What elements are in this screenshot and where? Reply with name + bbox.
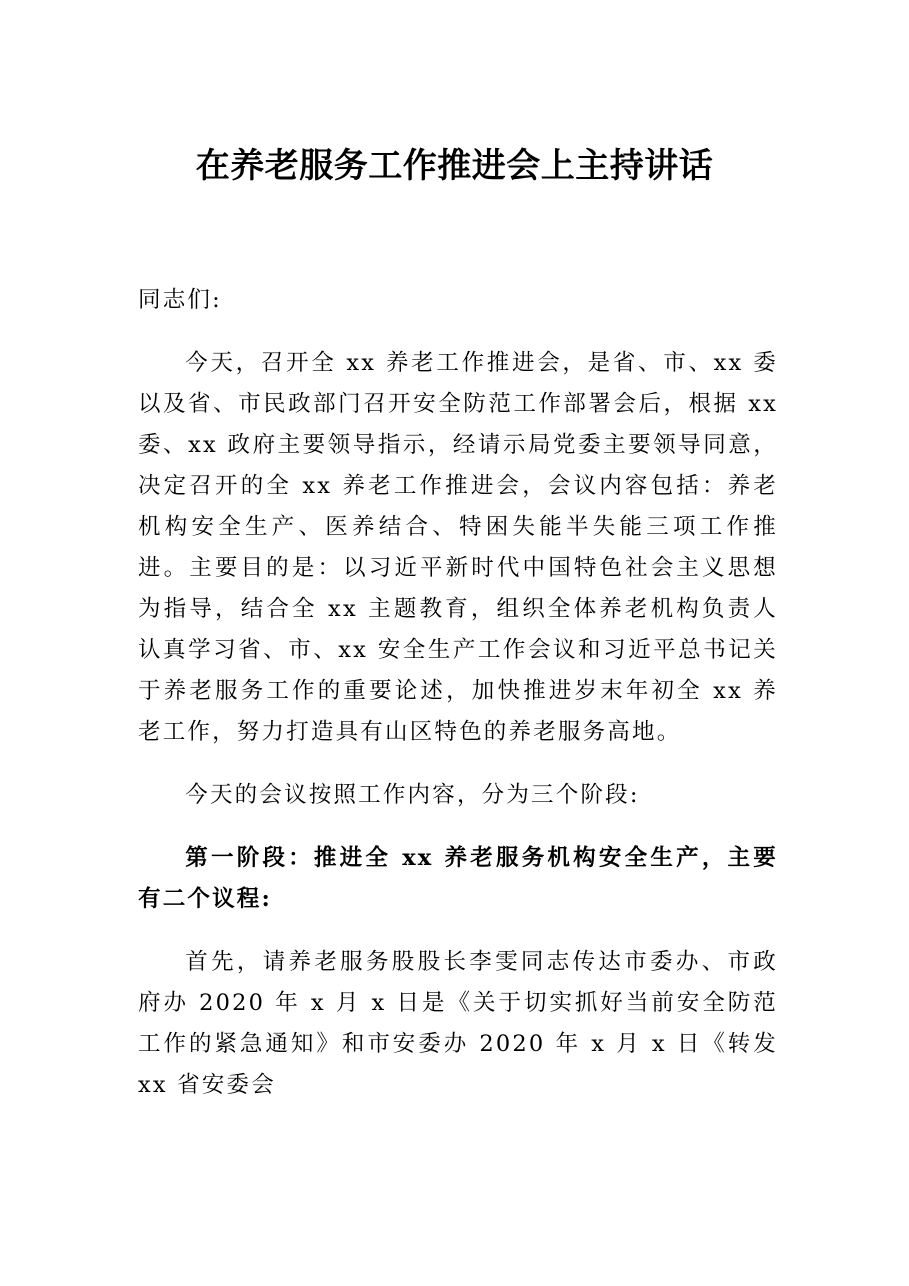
paragraph-intro: 今天，召开全 xx 养老工作推进会，是省、市、xx 委以及省、市民政部门召开安全防范工作部署会后，根据 xx 委、xx 政府主要领导指示，经请示局党委主要领导同意，决定召开的全 xx 养老工作推进会，会议内容包括：养老机构安全生产、医养结合、特困失能半失能三项工作推进。主要目的是：以习近平新时代中国特色社会主义思想为指导，结合全 xx 主题教育，组织全体养老机构负责人认真学习省、市、xx 安全生产工作会议和习近平总书记关于养老服务工作的重要论述，加快推进岁末年初全 xx 养老工作，努力打造具有山区特色的养老服务高地。	[138, 350, 778, 745]
paragraph-first-agenda: 首先，请养老服务股股长李雯同志传达市委办、市政府办 2020 年 x 月 x 日是《关于切实抓好当前安全防范工作的紧急通知》和市安委办 2020 年 x 月 x 日《转发 xx 省安委会	[138, 949, 778, 1098]
section-heading-stage-one: 第一阶段：推进全 xx 养老服务机构安全生产，主要有二个议程:	[138, 845, 778, 912]
document-body	[138, 280, 778, 1128]
salutation: 同志们:	[138, 287, 222, 313]
document-title: 在养老服务工作推进会上主持讲话	[195, 146, 714, 186]
paragraph-stages: 今天的会议按照工作内容，分为三个阶段:	[185, 782, 640, 808]
